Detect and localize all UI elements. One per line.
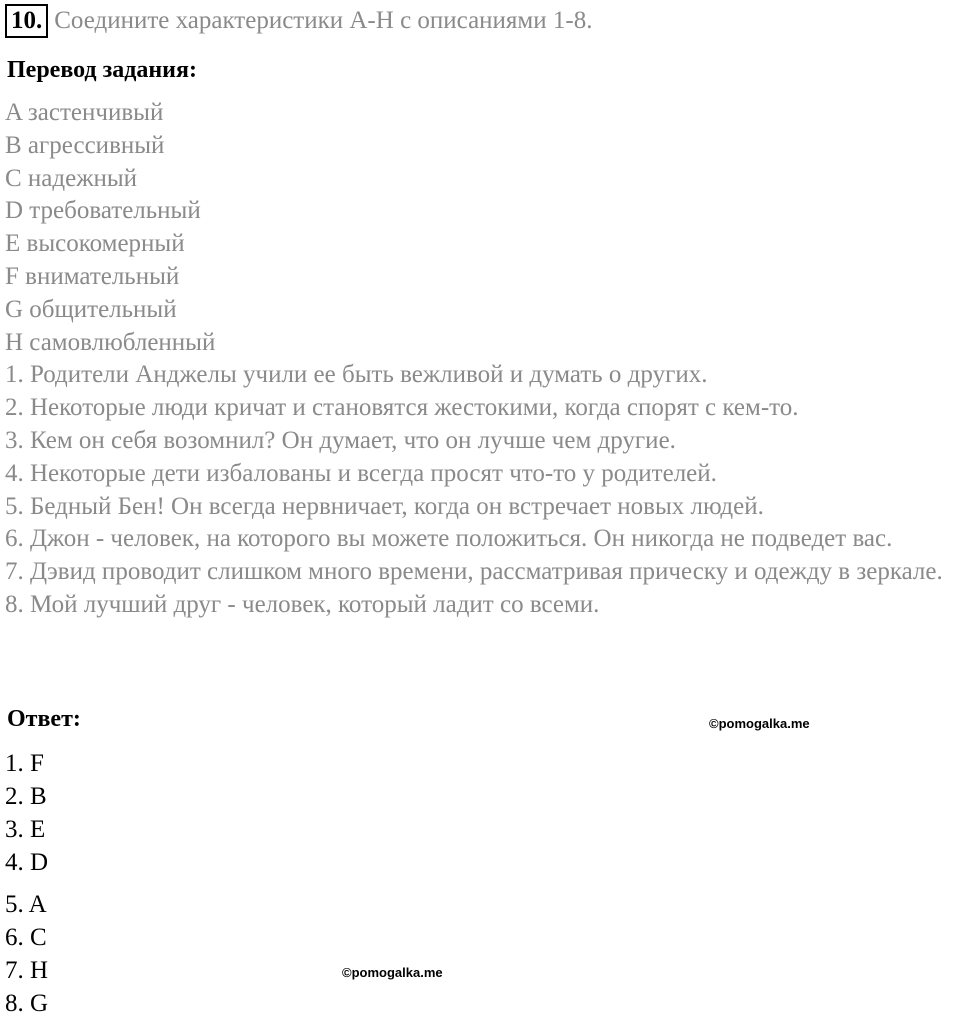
characteristic-item: G общительный — [5, 295, 177, 323]
description-item: 2. Некоторые люди кричат и становятся жестокими, когда спорят с кем-то. — [5, 394, 799, 422]
description-item: 7. Дэвид проводит слишком много времени, рассматривая прическу и одежду в зеркале. — [5, 558, 943, 586]
answer-title: Ответ: — [7, 706, 81, 732]
task-number: 10. — [5, 4, 48, 38]
description-item: 8. Мой лучший друг - человек, который ладит со всеми. — [5, 590, 600, 618]
characteristic-item: F внимательный — [5, 262, 180, 290]
watermark: ©pomogalka.me — [709, 716, 810, 731]
translation-title: Перевод задания: — [7, 57, 197, 83]
description-item: 4. Некоторые дети избалованы и всегда просят что-то у родителей. — [5, 459, 717, 487]
characteristic-item: A застенчивый — [5, 99, 164, 126]
characteristic-item: C надежный — [5, 164, 138, 192]
task-content-list — [5, 97, 960, 622]
answer-item: 8. G — [5, 990, 49, 1017]
description-item: 3. Кем он себя возомнил? Он думает, что он лучше чем другие. — [5, 426, 676, 454]
description-item: 6. Джон - человек, на которого вы можете положиться. Он никогда не подведет вас. — [5, 525, 893, 553]
answer-item: 3. E — [5, 816, 46, 843]
characteristic-item: B агрессивный — [5, 131, 165, 159]
answer-item: 5. A — [5, 891, 47, 918]
characteristic-item: D требовательный — [5, 197, 201, 225]
description-item: 1. Родители Анджелы учили ее быть вежливой и думать о других. — [5, 361, 708, 389]
answer-item: 6. C — [5, 924, 47, 951]
task-header — [5, 3, 592, 39]
answers-list-second — [5, 888, 48, 1020]
characteristic-item: H самовлюбленный — [5, 328, 216, 356]
description-item: 5. Бедный Бен! Он всегда нервничает, когда он встречает новых людей. — [5, 492, 764, 520]
answer-item: 4. D — [5, 849, 49, 876]
task-instruction: Соедините характеристики A-H с описаниями 1-8. — [54, 7, 593, 34]
answers-list-first — [5, 747, 48, 879]
watermark: ©pomogalka.me — [342, 965, 443, 980]
answer-item: 7. H — [5, 957, 49, 984]
answer-item: 1. F — [5, 750, 44, 777]
answer-item: 2. B — [5, 783, 47, 810]
characteristic-item: E высокомерный — [5, 230, 185, 258]
